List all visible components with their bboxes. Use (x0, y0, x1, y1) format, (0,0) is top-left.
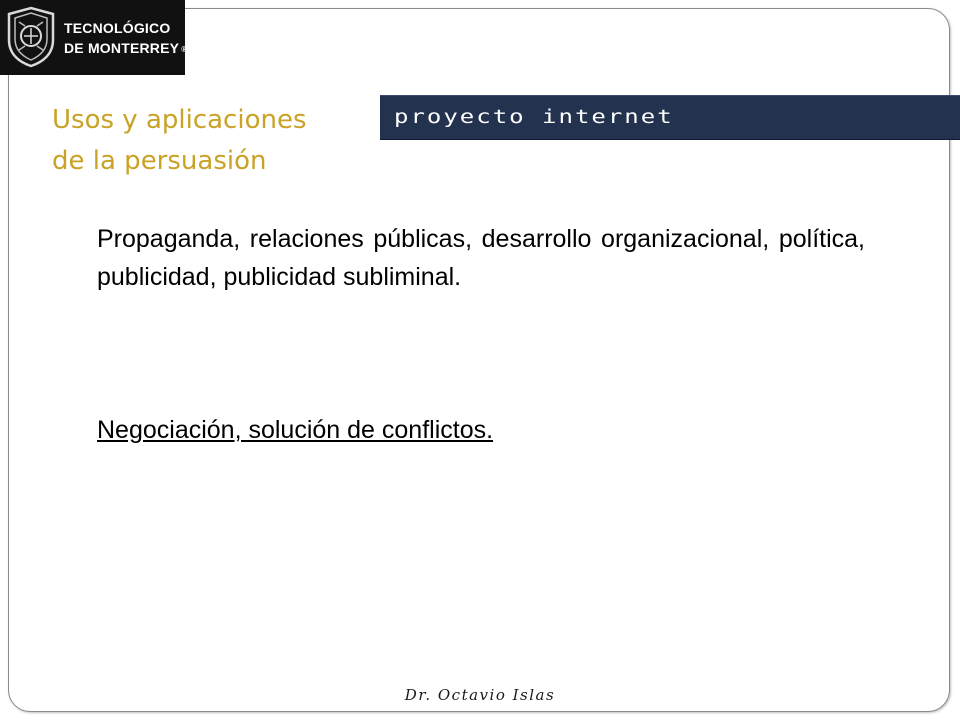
institution-logo (0, 0, 188, 75)
logo-text-line2-label: DE MONTERREY (64, 40, 180, 56)
logo-text-line2 (64, 40, 187, 56)
registered-mark: ® (181, 44, 188, 54)
banner-text: proyecto internet (394, 106, 674, 128)
slide-title-line2: de la persuasión (52, 146, 267, 176)
tec-de-monterrey-seal-icon (5, 6, 57, 68)
slide-title (52, 100, 307, 182)
logo-text-line1: TECNOLÓGICO (64, 20, 171, 36)
body-paragraph-uses: Propaganda, relaciones públicas, desarrollo organizacional, política, publicidad, publicidad subliminal. (97, 225, 865, 291)
slide-title-line1: Usos y aplicaciones (52, 105, 307, 135)
proyecto-internet-banner (380, 95, 960, 140)
body-paragraph-negotiation: Negociación, solución de conflictos. (97, 416, 494, 444)
author-signature: Dr. Octavio Islas (404, 686, 556, 704)
